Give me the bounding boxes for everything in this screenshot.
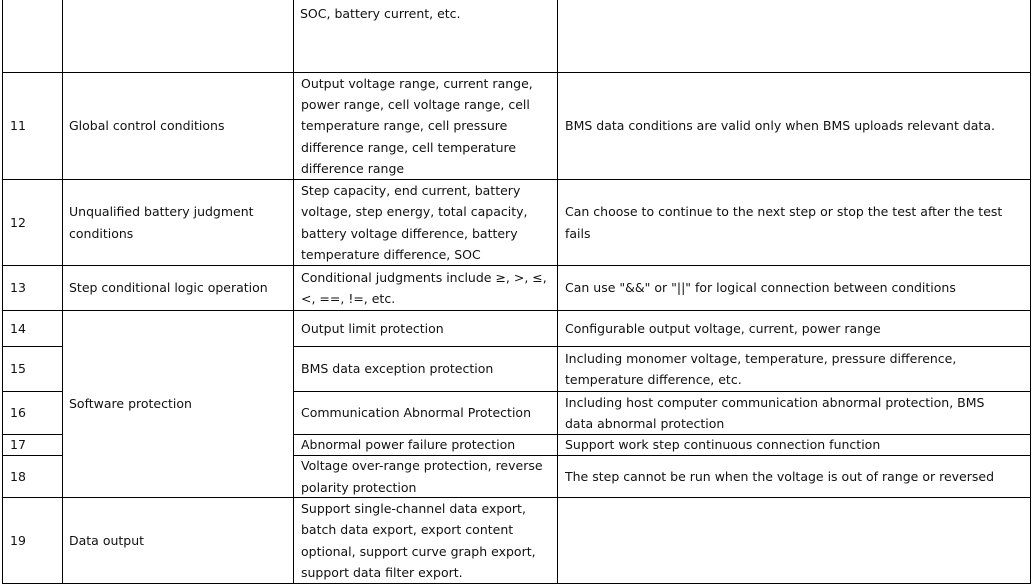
table-cell-item: Global control conditions: [69, 118, 225, 134]
col-divider: [62, 0, 63, 584]
table-cell-no: 15: [10, 361, 26, 377]
table-cell-no: 19: [10, 532, 26, 548]
table-cell-item-merged: Software protection: [69, 396, 192, 412]
table-cell-note: Support work step continuous connection function: [565, 437, 881, 453]
table-cell-desc: SOC, battery current, etc.: [300, 6, 461, 21]
table-cell-note: Including monomer voltage, temperature, pressure difference, temperature difference, etc.: [565, 350, 957, 387]
table-cell-desc: Conditional judgments include ≥, >, ≤, <, ==, !=, etc.: [301, 269, 547, 306]
table-cell-desc: Voltage over-range protection, reverse polarity protection: [301, 458, 543, 495]
table-cell-note: Can use "&&" or "||" for logical connection between conditions: [565, 280, 956, 296]
table-cell-desc: Support single-channel data export, batch data export, export content optional, support curve graph export, support data filter export.: [301, 500, 536, 580]
table-cell-no: 18: [10, 468, 26, 484]
row-divider: [2, 583, 1031, 584]
table-cell-no: 16: [10, 405, 26, 421]
table-cell-note: Including host computer communication abnormal protection, BMS data abnormal protection: [565, 394, 985, 431]
table-cell-no: 12: [10, 214, 26, 230]
table-cell-desc: Communication Abnormal Protection: [301, 405, 531, 421]
col-divider: [1030, 0, 1031, 584]
col-divider: [293, 0, 294, 584]
table-cell-desc: Output limit protection: [301, 320, 444, 336]
table-cell-desc: BMS data exception protection: [301, 361, 494, 377]
table-cell-note: BMS data conditions are valid only when BMS uploads relevant data.: [565, 118, 995, 134]
table-cell-no: 14: [10, 320, 26, 336]
table-cell-desc: Abnormal power failure protection: [301, 437, 516, 453]
table-cell-no: 17: [10, 437, 26, 453]
col-divider: [2, 0, 3, 584]
table-cell-item: Unqualified battery judgment conditions: [69, 204, 254, 241]
table-cell-item: Data output: [69, 532, 145, 548]
table-cell-desc: Step capacity, end current, battery voltage, step energy, total capacity, battery voltage difference, battery temperature difference, SOC: [301, 182, 528, 262]
table-cell-item: Step conditional logic operation: [69, 280, 268, 296]
table-cell-desc: Output voltage range, current range, power range, cell voltage range, cell temperature range, cell pressure difference range, cell temperature difference range: [301, 75, 533, 176]
table-cell-no: 13: [10, 280, 26, 296]
table-cell-note: The step cannot be run when the voltage is out of range or reversed: [565, 468, 995, 484]
table-cell-note: Configurable output voltage, current, power range: [565, 320, 881, 336]
col-divider: [557, 0, 558, 584]
table-cell-no: 11: [10, 118, 26, 134]
table-cell-note: Can choose to continue to the next step or stop the test after the test fails: [565, 204, 1003, 241]
